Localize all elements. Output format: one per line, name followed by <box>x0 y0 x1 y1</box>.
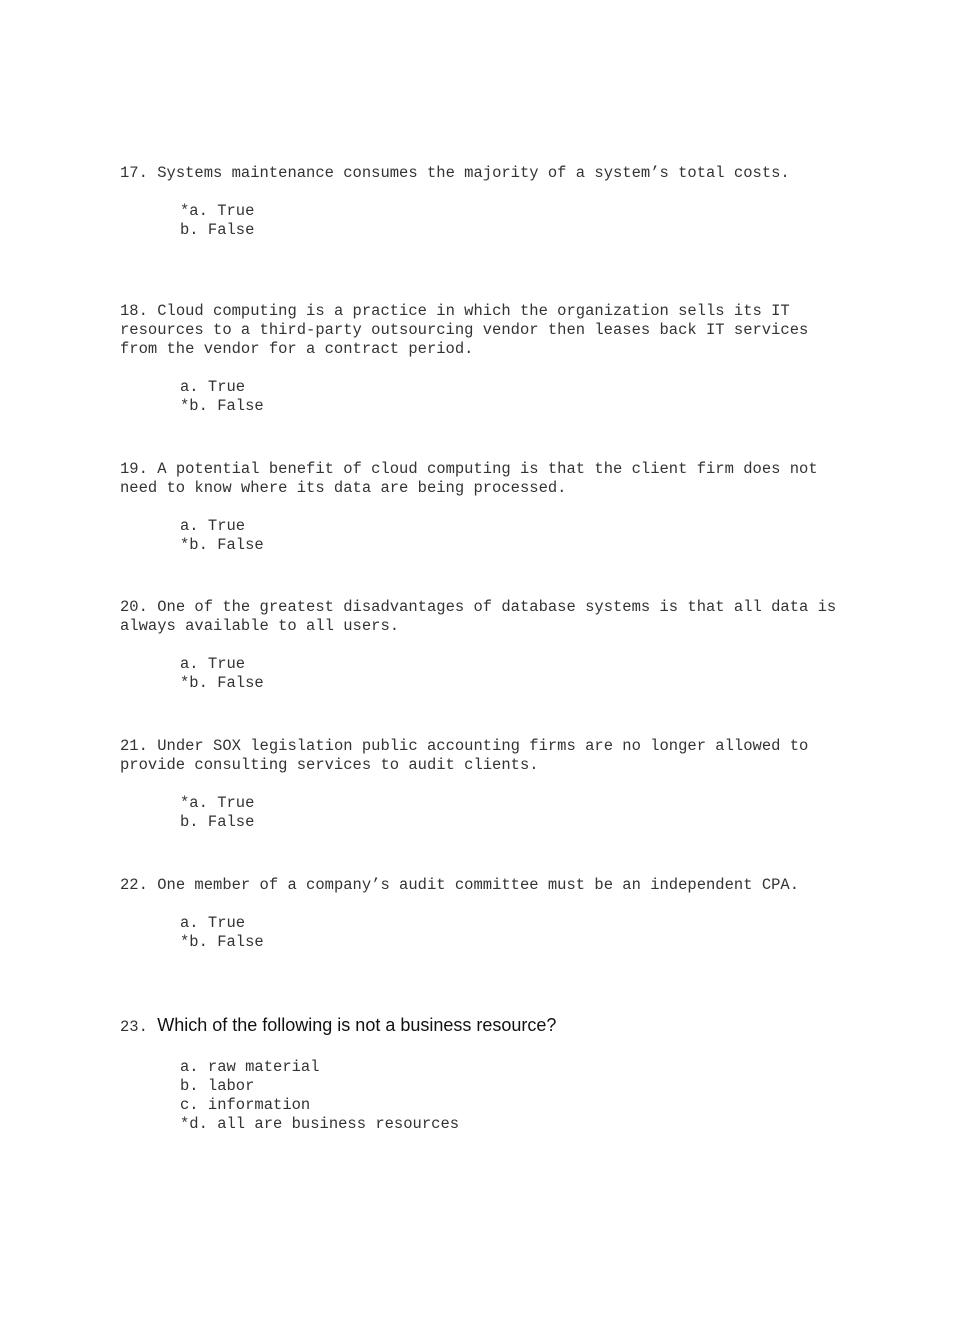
answer-option: *a. True <box>180 794 255 812</box>
question-19 <box>120 460 840 555</box>
question-text <box>120 302 840 359</box>
answer-options <box>120 914 840 952</box>
question-body: One of the greatest disadvantages of database systems is that all data is always available to all users. <box>120 598 846 635</box>
question-body: Systems maintenance consumes the majority of a system’s total costs. <box>157 164 790 182</box>
question-text <box>120 737 840 775</box>
question-text <box>120 1014 840 1038</box>
answer-options <box>120 655 840 693</box>
answer-option: a. raw material <box>180 1058 320 1076</box>
question-text <box>120 164 840 183</box>
question-22 <box>120 876 840 952</box>
answer-option: b. labor <box>180 1077 255 1095</box>
question-body: Under SOX legislation public accounting firms are no longer allowed to provide consulting services to audit clients. <box>120 737 818 774</box>
answer-option: *b. False <box>180 674 264 692</box>
question-text <box>120 598 846 636</box>
question-text <box>120 460 840 498</box>
answer-options <box>120 202 840 240</box>
answer-option: *d. all are business resources <box>180 1115 460 1133</box>
answer-option: *b. False <box>180 397 264 415</box>
question-21 <box>120 737 840 832</box>
question-text <box>120 876 840 895</box>
answer-option: c. information <box>180 1096 311 1114</box>
question-17 <box>120 164 840 240</box>
question-number: 23. <box>120 1018 148 1036</box>
answer-option: *a. True <box>180 202 255 220</box>
question-18 <box>120 302 840 416</box>
answer-option: a. True <box>180 517 246 535</box>
question-20 <box>120 598 846 693</box>
answer-option: a. True <box>180 378 246 396</box>
answer-option: b. False <box>180 813 255 831</box>
question-number: 20. <box>120 598 148 616</box>
question-body: Cloud computing is a practice in which the organization sells its IT resources to a third-party outsourcing vendor then leases back IT services from the vendor for a contract period. <box>120 302 818 358</box>
question-number: 17. <box>120 164 148 182</box>
question-number: 19. <box>120 460 148 478</box>
question-body: One member of a company’s audit committee must be an independent CPA. <box>157 876 800 894</box>
answer-options <box>120 1058 840 1134</box>
question-body: Which of the following is not a business resource? <box>157 1015 557 1035</box>
answer-option: *b. False <box>180 536 264 554</box>
answer-option: a. True <box>180 914 246 932</box>
question-number: 22. <box>120 876 148 894</box>
question-23 <box>120 1014 840 1134</box>
question-number: 18. <box>120 302 148 320</box>
question-number: 21. <box>120 737 148 755</box>
answer-options <box>120 517 840 555</box>
answer-option: b. False <box>180 221 255 239</box>
answer-options <box>120 378 840 416</box>
question-body: A potential benefit of cloud computing is that the client firm does not need to know where its data are being processed. <box>120 460 827 497</box>
answer-options <box>120 794 840 832</box>
answer-option: *b. False <box>180 933 264 951</box>
answer-option: a. True <box>180 655 246 673</box>
